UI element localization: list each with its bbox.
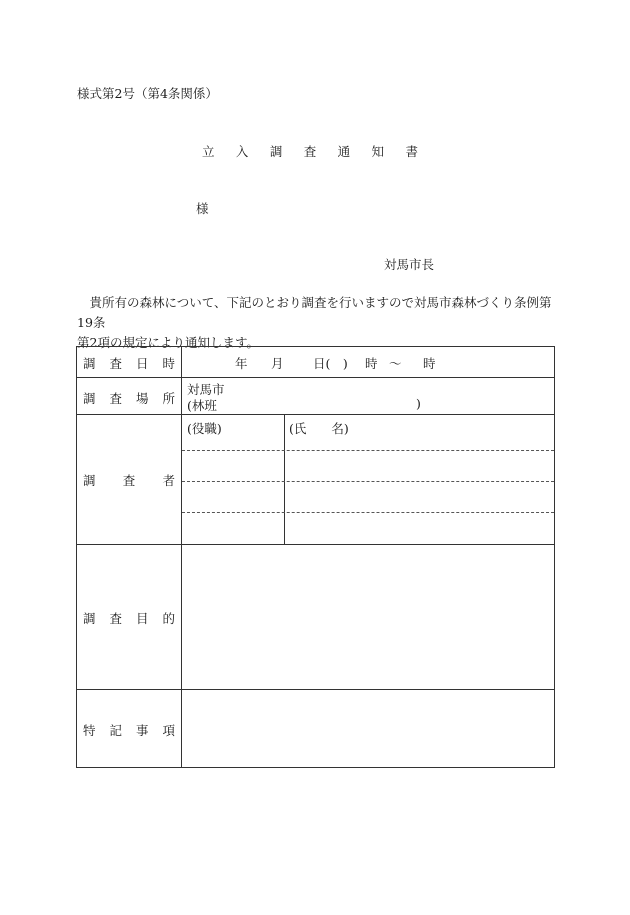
dashed-line (182, 481, 554, 482)
label-char: 特 (83, 723, 96, 738)
row-divider (77, 544, 554, 545)
dashed-line (182, 512, 554, 513)
place-city: 対馬市 (187, 382, 225, 397)
label-survey-datetime (83, 354, 175, 372)
label-char: 調 (83, 391, 96, 406)
notice-body (77, 293, 557, 353)
title-char: 知 (371, 144, 385, 159)
label-char: 日 (135, 356, 149, 371)
forest-compartment-close: ) (416, 396, 421, 411)
label-char: 記 (109, 723, 122, 738)
label-char: 所 (162, 391, 175, 406)
label-char: 査 (109, 611, 122, 626)
body-line-1: 貴所有の森林について、下記のとおり調査を行いますので対馬市森林づくり条例第19条 (77, 295, 552, 330)
end-hour-unit: 時 (423, 356, 436, 371)
title-char: 書 (405, 144, 418, 159)
year-unit: 年 (235, 356, 248, 371)
row-divider (77, 414, 554, 415)
forest-compartment-open: (林班 (187, 398, 217, 413)
title-char: 通 (337, 144, 351, 159)
label-investigator (83, 471, 175, 489)
name-header: (氏 名) (289, 421, 349, 436)
sender: 対馬市長 (384, 257, 435, 272)
position-header: (役職) (187, 421, 222, 436)
label-char: 調 (83, 473, 96, 488)
label-char: 時 (162, 356, 175, 371)
label-char: 目 (135, 611, 149, 626)
day-weekday-unit: 日( ) (313, 356, 348, 371)
label-char: 場 (135, 391, 149, 406)
label-char: 査 (109, 391, 122, 406)
dashed-line (182, 450, 554, 451)
body-line-2: 第2項の規定により通知します。 (77, 335, 259, 350)
label-special-notes (83, 721, 175, 739)
title-char: 査 (303, 144, 317, 159)
row-divider (77, 377, 554, 378)
survey-table (76, 346, 555, 768)
month-unit: 月 (271, 356, 284, 371)
label-column-divider (181, 347, 182, 767)
investigator-column-divider (284, 414, 285, 544)
title-char: 立 (202, 144, 215, 159)
label-char: 者 (162, 473, 175, 488)
label-char: 的 (162, 611, 175, 626)
label-survey-purpose (83, 609, 175, 627)
row-divider (77, 689, 554, 690)
document-title (0, 142, 630, 160)
title-char: 調 (269, 144, 283, 159)
form-number: 様式第2号（第4条関係） (77, 86, 218, 101)
label-char: 査 (122, 473, 136, 488)
start-hour-unit: 時 (365, 356, 378, 371)
label-char: 項 (162, 723, 175, 738)
label-char: 調 (83, 356, 96, 371)
label-char: 査 (109, 356, 122, 371)
label-char: 事 (135, 723, 149, 738)
range-tilde: ～ (389, 356, 402, 371)
title-char: 入 (235, 144, 249, 159)
label-char: 調 (83, 611, 96, 626)
addressee-suffix: 様 (196, 201, 209, 216)
label-survey-place (83, 389, 175, 407)
